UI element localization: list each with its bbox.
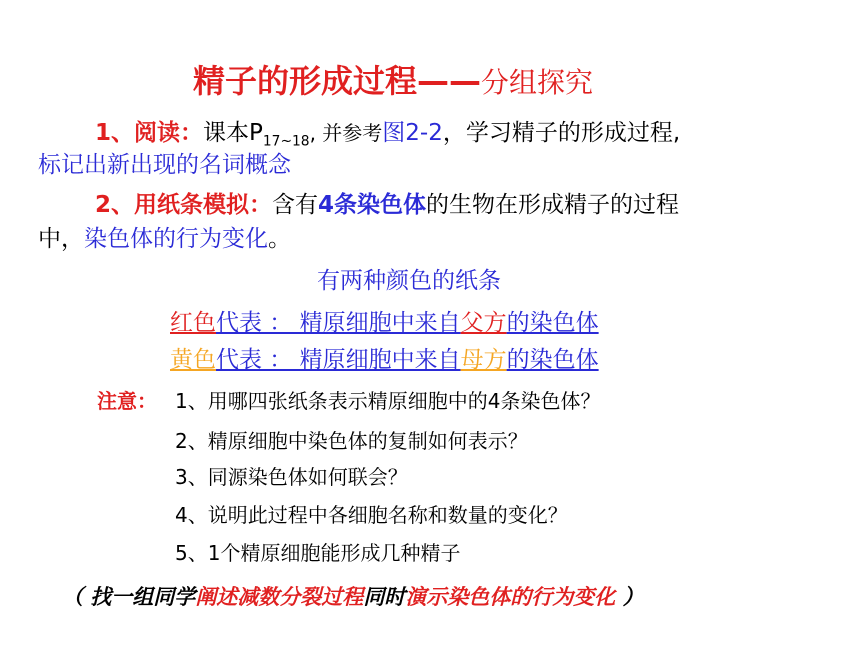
item2-text-a: 含有 (272, 192, 319, 218)
notes-item-1: 1、用哪四张纸条表示精原细胞中的4条染色体？ (175, 389, 601, 413)
item2-label: 2、用纸条模拟： (95, 192, 273, 218)
footer-red1: 阐述减数分裂过程 (195, 585, 364, 609)
title-suffix: 分组探究 (481, 66, 594, 99)
item1-line2: 标记出新出现的名词概念 (38, 152, 291, 178)
item1-page-sub: 17~18 (262, 133, 310, 150)
item1-label: 1、阅读： (95, 120, 204, 146)
footer-red2: 演示染色体的行为变化 (405, 585, 616, 609)
notes-item-2: 2、精原细胞中染色体的复制如何表示？ (175, 429, 528, 453)
strips-red-rest-b: 的染色体 (506, 310, 599, 336)
footer-line (62, 581, 644, 611)
strips-heading: 有两种颜色的纸条 (317, 268, 501, 294)
item2-line2 (38, 220, 291, 253)
strips-red-color: 红色 (170, 310, 216, 336)
title-main: 精子的形成过程—— (193, 62, 482, 100)
notes-item-4: 4、说明此过程中各细胞名称和数量的变化？ (175, 503, 568, 527)
strips-yellow-parent: 母方 (460, 347, 507, 373)
item1-text-a: 课本P (203, 120, 263, 146)
item2-line1 (95, 186, 679, 219)
strips-red-line (170, 304, 599, 337)
notes-item-5: 5、1个精原细胞能形成几种精子 (175, 541, 461, 565)
notes-label: 注意： (97, 389, 157, 413)
item2-line2-b: 染色体的行为变化 (84, 226, 268, 252)
notes-item-3: 3、同源染色体如何联会？ (175, 465, 408, 489)
footer-mid: 同时 (363, 585, 406, 609)
item1-fig-link: 图2-2 (382, 120, 443, 146)
item1-line1 (95, 114, 680, 150)
strips-red-rest-a: 代表 ： 精原细胞中来自 (216, 310, 461, 336)
item1-text-b: , 并参考 (309, 121, 383, 145)
item2-line2-c: 。 (268, 226, 291, 252)
strips-yellow-rest-b: 的染色体 (506, 347, 599, 373)
item2-line2-a: 中， (38, 226, 84, 252)
page-title (193, 56, 593, 102)
strips-yellow-rest-a: 代表 ： 精原细胞中来自 (216, 347, 461, 373)
footer-close: ） (615, 585, 644, 609)
strips-red-parent: 父方 (460, 310, 507, 336)
item1-text-c: ，学习精子的形成过程, (442, 120, 681, 146)
strips-yellow-line (170, 341, 599, 374)
item2-text-b: 的生物在形成精子的过程 (426, 192, 680, 218)
footer-open: （ 找一组同学 (62, 585, 196, 609)
strips-yellow-color: 黄色 (170, 347, 216, 373)
item2-chrom-count: 4条染色体 (318, 192, 427, 218)
